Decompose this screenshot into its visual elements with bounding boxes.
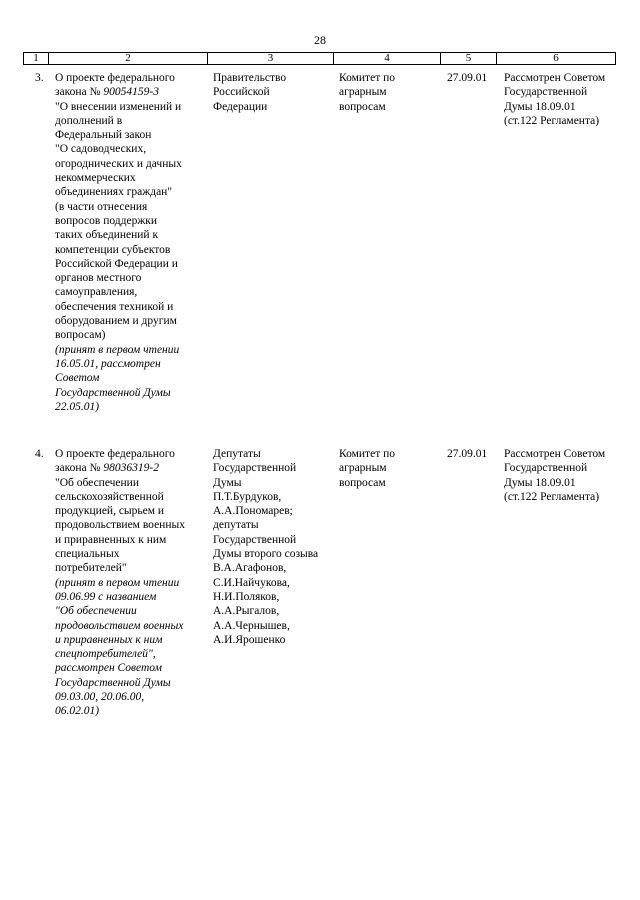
committee-line: вопросам bbox=[339, 100, 386, 113]
title-line bbox=[55, 400, 215, 414]
author-line: В.А.Агафонов, bbox=[213, 562, 287, 575]
title-line bbox=[55, 285, 215, 299]
title-line-text: рассмотрен Советом bbox=[55, 662, 162, 675]
title-line bbox=[55, 314, 215, 328]
title-line bbox=[55, 518, 215, 532]
title-line-text: О проекте федерального bbox=[55, 448, 175, 460]
title-line bbox=[55, 328, 215, 342]
column-number-3: 3 bbox=[208, 53, 334, 65]
title-line-text: (принят в первом чтении bbox=[55, 343, 180, 356]
title-line bbox=[55, 185, 215, 199]
title-line-text: продукцией, сырьем и bbox=[55, 505, 165, 518]
bill-title bbox=[55, 71, 215, 414]
author-line: С.И.Найчукова, bbox=[213, 576, 290, 589]
title-line bbox=[55, 343, 215, 357]
council-status bbox=[504, 71, 619, 128]
bill-author bbox=[213, 447, 338, 647]
title-line bbox=[55, 243, 215, 257]
bill-title bbox=[55, 447, 215, 719]
title-line-text: огороднических и дачных bbox=[55, 157, 182, 170]
committee-line: Комитет по bbox=[339, 72, 395, 84]
author-line: Государственной bbox=[213, 462, 297, 475]
title-line bbox=[55, 590, 215, 604]
entry-number: 4. bbox=[35, 448, 44, 460]
title-line-text: 22.05.01) bbox=[55, 400, 100, 413]
status-line: (ст.122 Регламента) bbox=[504, 490, 600, 503]
title-line bbox=[55, 633, 215, 647]
title-line bbox=[55, 661, 215, 675]
title-line-text: Государственной Думы bbox=[55, 676, 171, 689]
title-line bbox=[55, 561, 215, 575]
title-line-text: закона № bbox=[55, 86, 104, 99]
title-line bbox=[55, 357, 215, 371]
title-line bbox=[55, 476, 215, 490]
title-line-text: (в части отнесения bbox=[55, 200, 148, 213]
committee-line: аграрным bbox=[339, 86, 387, 99]
title-line-text: вопросов поддержки bbox=[55, 214, 158, 227]
title-line-text: Советом bbox=[55, 372, 100, 385]
title-line-text: "Об обеспечении bbox=[55, 476, 139, 489]
title-line-text: обеспечения техникой и bbox=[55, 300, 174, 313]
column-number-2: 2 bbox=[49, 53, 208, 65]
title-line bbox=[55, 171, 215, 185]
title-line-text: "О садоводческих, bbox=[55, 143, 147, 156]
column-header-row bbox=[23, 52, 616, 65]
author-line: Депутаты bbox=[213, 448, 261, 460]
title-line bbox=[55, 576, 215, 590]
title-line-text: 16.05.01, рассмотрен bbox=[55, 357, 161, 370]
entry-number: 3. bbox=[35, 72, 44, 84]
committee-line: Комитет по bbox=[339, 448, 395, 460]
committee-line: вопросам bbox=[339, 476, 386, 489]
status-line: Государственной bbox=[504, 462, 588, 475]
status-line: Думы 18.09.01 bbox=[504, 100, 576, 113]
title-line-text: Федеральный закон bbox=[55, 129, 152, 142]
author-line: А.А.Чернышев, bbox=[213, 619, 290, 632]
title-line-text: закона № bbox=[55, 462, 104, 475]
author-line: А.А.Рыгалов, bbox=[213, 605, 280, 618]
title-line bbox=[55, 200, 215, 214]
title-line-text: "Об обеспечении bbox=[55, 605, 137, 618]
title-line-text: 09.06.99 с названием bbox=[55, 590, 157, 603]
title-line bbox=[55, 461, 215, 475]
author-line: Федерации bbox=[213, 100, 268, 113]
title-line bbox=[55, 647, 215, 661]
author-line: Правительство bbox=[213, 72, 287, 84]
title-line-text: потребителей" bbox=[55, 562, 127, 575]
title-line-text: 06.02.01) bbox=[55, 705, 100, 718]
title-line-text: вопросам) bbox=[55, 329, 106, 342]
title-line-text: объединениях граждан" bbox=[55, 186, 173, 199]
status-line: Думы 18.09.01 bbox=[504, 476, 576, 489]
bill-author bbox=[213, 71, 338, 114]
title-line-text: некоммерческих bbox=[55, 172, 136, 185]
title-line bbox=[55, 214, 215, 228]
title-line-text: сельскохозяйственной bbox=[55, 490, 164, 503]
title-line-text: 09.03.00, 20.06.00, bbox=[55, 691, 145, 704]
author-line: А.И.Ярошенко bbox=[213, 633, 286, 646]
title-line bbox=[55, 100, 215, 114]
title-line-text: самоуправления, bbox=[55, 286, 138, 299]
title-line-text: "О внесении изменений и bbox=[55, 100, 182, 113]
status-line: Рассмотрен Советом bbox=[504, 72, 606, 84]
committee-line: аграрным bbox=[339, 462, 387, 475]
title-line-text: оборудованием и другим bbox=[55, 315, 177, 328]
column-number-1: 1 bbox=[24, 53, 49, 65]
responsible-committee bbox=[339, 447, 444, 490]
title-line-text: (принят в первом чтении bbox=[55, 576, 180, 589]
title-line bbox=[55, 71, 215, 85]
title-line bbox=[55, 533, 215, 547]
title-line bbox=[55, 371, 215, 385]
title-line bbox=[55, 619, 215, 633]
title-line-text: Российской Федерации и bbox=[55, 257, 178, 270]
title-line bbox=[55, 547, 215, 561]
title-line-text: компетенции субъектов bbox=[55, 243, 171, 256]
author-line: депутаты bbox=[213, 519, 259, 532]
title-line bbox=[55, 300, 215, 314]
author-line: Думы второго созыва bbox=[213, 548, 319, 561]
title-line bbox=[55, 447, 215, 461]
title-line-text: специальных bbox=[55, 548, 120, 561]
title-line bbox=[55, 114, 215, 128]
title-line bbox=[55, 157, 215, 171]
status-line: Государственной bbox=[504, 86, 588, 99]
title-line bbox=[55, 85, 215, 99]
responsible-committee bbox=[339, 71, 444, 114]
title-line-text: таких объединений к bbox=[55, 229, 159, 242]
author-line: А.А.Пономарев; bbox=[213, 505, 293, 518]
author-line: Н.И.Поляков, bbox=[213, 590, 280, 603]
title-line bbox=[55, 690, 215, 704]
author-line: Государственной bbox=[213, 533, 297, 546]
title-line bbox=[55, 504, 215, 518]
title-line-text: О проекте федерального bbox=[55, 72, 175, 84]
council-status bbox=[504, 447, 619, 504]
column-number-5: 5 bbox=[441, 53, 497, 65]
bill-registration-number: 98036319-2 bbox=[103, 462, 159, 475]
review-date: 27.09.01 bbox=[447, 448, 488, 460]
author-line: Думы bbox=[213, 476, 242, 489]
title-line-text: органов местного bbox=[55, 272, 142, 285]
status-line: (ст.122 Регламента) bbox=[504, 114, 600, 127]
title-line-text: продовольствием военных bbox=[55, 619, 184, 632]
column-number-6: 6 bbox=[497, 53, 616, 65]
title-line bbox=[55, 704, 215, 718]
title-line bbox=[55, 142, 215, 156]
title-line bbox=[55, 257, 215, 271]
title-line bbox=[55, 490, 215, 504]
title-line bbox=[55, 676, 215, 690]
column-number-4: 4 bbox=[334, 53, 441, 65]
title-line bbox=[55, 604, 215, 618]
title-line-text: дополнений в bbox=[55, 114, 123, 127]
author-line: П.Т.Бурдуков, bbox=[213, 490, 282, 503]
title-line-text: спецпотребителей", bbox=[55, 648, 156, 661]
title-line bbox=[55, 271, 215, 285]
title-line-text: продовольствием военных bbox=[55, 519, 185, 532]
title-line-text: Государственной Думы bbox=[55, 386, 171, 399]
title-line bbox=[55, 228, 215, 242]
bill-registration-number: 90054159-3 bbox=[103, 86, 159, 99]
title-line bbox=[55, 128, 215, 142]
author-line: Российской bbox=[213, 86, 270, 99]
title-line bbox=[55, 386, 215, 400]
title-line-text: и приравненных к ним bbox=[55, 533, 167, 546]
title-line-text: и приравненных к ним bbox=[55, 633, 163, 646]
review-date: 27.09.01 bbox=[447, 72, 488, 84]
status-line: Рассмотрен Советом bbox=[504, 448, 606, 460]
page-number: 28 bbox=[314, 33, 326, 47]
